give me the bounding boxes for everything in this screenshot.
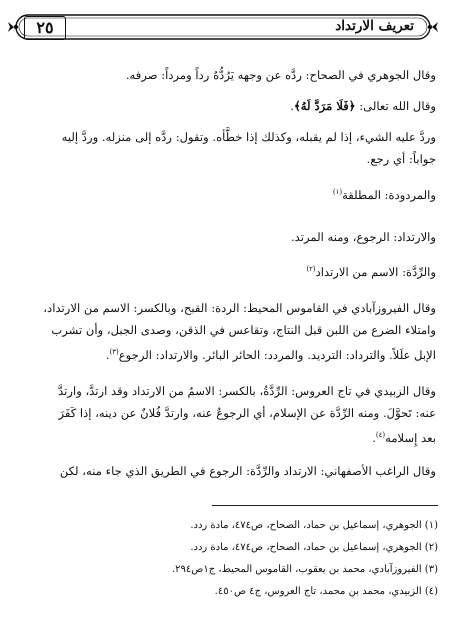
page-number: ٢٥ xyxy=(24,16,66,40)
paragraph-text: وقال الجوهري في الصحاح: ردَّه عن وجهه يَرُدُّهُ رداً ومرداً: صرفه. xyxy=(125,68,436,82)
page-header xyxy=(8,10,438,44)
paragraph xyxy=(22,64,436,86)
paragraph-text: وقال الراغب الأصفهاني: الارتداد والرِّدَّة: الرجوع في الطريق الذي جاء منه، لكن xyxy=(59,464,436,478)
paragraph-line: جواباً: أي رجع. xyxy=(366,152,436,166)
paragraph xyxy=(22,95,436,117)
paragraph xyxy=(22,460,436,482)
paragraph-line-last: الإبل علَلاً. والترداد: الترديد. والمردد: الحائر البائر. والارتداد: الرجوع$^{(٣)}$. xyxy=(105,347,436,362)
footnote-ref: (٢) xyxy=(306,265,316,273)
footnote: (٤) الزبيدي، محمد بن محمد، تاج العروس، ج٤ ص٤٥٠. xyxy=(214,586,438,597)
paragraph-text: الإبل علَلاً. والترداد: الترديد. والمردد: الحائر البائر. والارتداد: الرجوع xyxy=(118,347,436,362)
paragraph-text: والارتداد: الرجوع، ومنه المرتد. xyxy=(290,230,436,244)
quran-verse: ﴿فَلَا مَرَدَّ لَهُ﴾ xyxy=(293,99,356,113)
footnote-divider xyxy=(212,505,438,506)
paragraph-line: وردَّ عليه الشيء، إذا لم يقبله، وكذلك إذا خطَّأه. وتقول: ردَّه إلى منزله. وردَّ إليه xyxy=(61,130,436,144)
footnote: (٣) الفيروزآبادي، محمد بن يعقوب، القاموس المحيط، ج١ص٢٩٤. xyxy=(171,564,438,575)
paragraph-line: عنه: تَحوَّلَ. ومنه الرِّدَّة عن الإسلام، أي الرجوعُ عنه، وارتدَّ فُلانٌ عن دينه، إذا كَفَرَ xyxy=(58,406,436,420)
paragraph xyxy=(22,181,436,206)
paragraph-line: وامتلاء الضرع من اللبن قبل النتاج، وتقاعس في الذقن، وصدى الجبل، وأن تشرب xyxy=(51,323,436,337)
footnote-ref: (١) xyxy=(332,188,343,196)
paragraph xyxy=(22,126,436,170)
paragraph-line-last: بعد إِسلامه$^{(٤)}$. xyxy=(372,430,436,445)
paragraph xyxy=(22,258,436,283)
footnote-ref: (٣) xyxy=(109,348,119,356)
paragraph-line: وقال الفيروزآبادي في القاموس المحيط: الردة: القبح، وبالكسر: الاسم من الارتداد، xyxy=(43,301,436,315)
punctuation: . xyxy=(290,99,294,113)
paragraph-text: والرِّدَّة: الاسم من الارتداد xyxy=(315,264,436,279)
paragraph xyxy=(22,297,436,366)
paragraph-line: وقال الزبيدي في تاج العروس: الرِّدَّةُ، بالكسر: الاسمُ من الارتداد وقد ارتدَّ، وارتدَّ xyxy=(58,384,436,398)
footnote: (٢) الجوهري، إسماعيل بن حماد، الصحاح، ص٤٧٤، مادة ردد. xyxy=(190,542,438,553)
paragraph-text: وقال الله تعالى: xyxy=(355,99,436,113)
paragraph xyxy=(22,380,436,449)
footnote-ref: (٤) xyxy=(375,431,386,439)
paragraph-text: والمردودة: المطلقة xyxy=(342,187,436,202)
footnote: (١) الجوهري، إسماعيل بن حماد، الصحاح، ص٤٧٤، مادة ردد. xyxy=(190,520,438,531)
paragraph-text: بعد إِسلامه xyxy=(385,430,436,445)
page-title: تعريف الارتداد xyxy=(335,18,414,34)
paragraph xyxy=(22,226,436,248)
